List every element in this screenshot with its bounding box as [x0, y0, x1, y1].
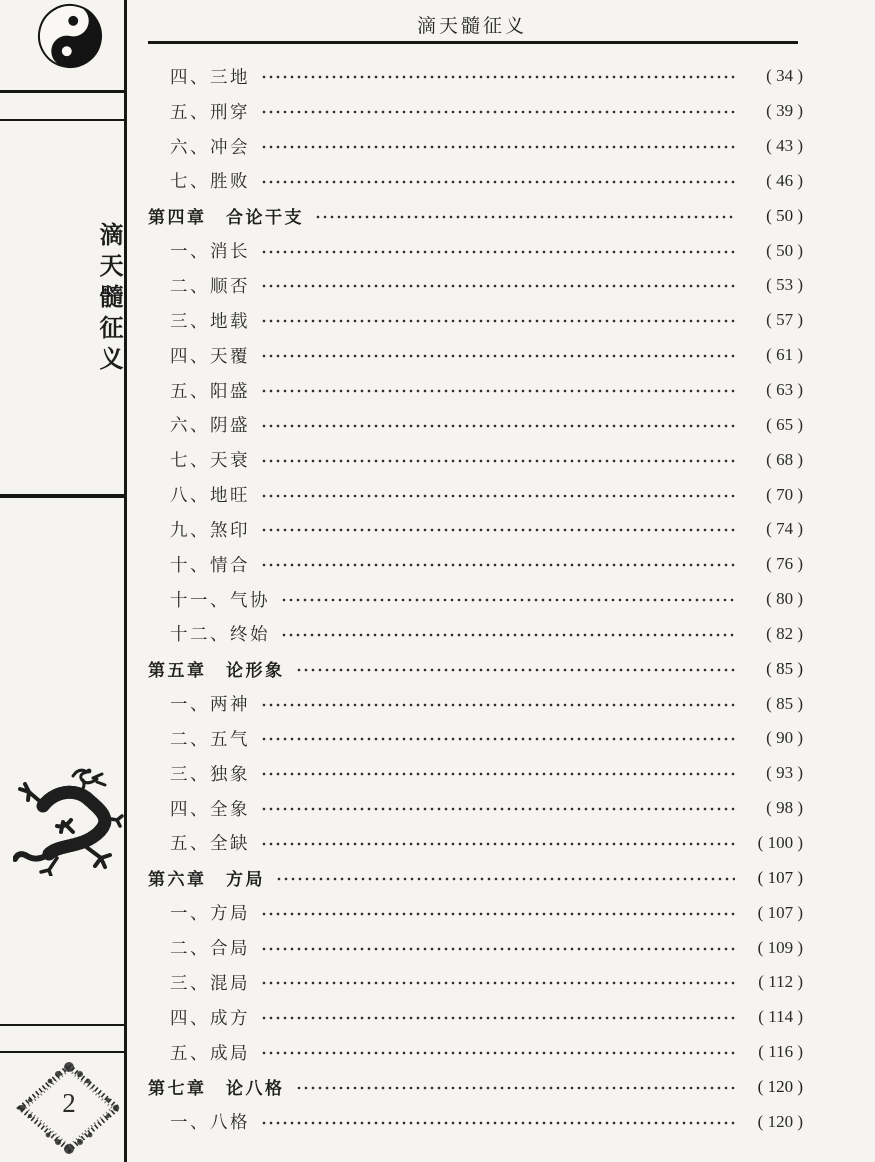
toc-entry-page: ( 82 ) [766, 623, 803, 643]
dot-leader [282, 633, 735, 637]
toc-entry-label: 二、顺否 [170, 275, 250, 296]
toc-entry-page: ( 74 ) [766, 519, 803, 539]
toc-entry [148, 442, 803, 477]
toc-entry-page: ( 100 ) [757, 832, 803, 852]
toc-entry [148, 721, 803, 756]
toc-entry-page: ( 50 ) [766, 205, 803, 225]
dot-leader [262, 842, 735, 846]
dot-leader [277, 877, 735, 881]
floral-diamond-ornament [14, 1060, 124, 1156]
toc-entry [148, 94, 803, 129]
dot-leader [262, 494, 735, 498]
toc-entry-label: 四、成方 [170, 1007, 250, 1028]
toc-entry-page: ( 70 ) [766, 484, 803, 504]
toc-entry [148, 1000, 803, 1035]
toc-entry-label: 十、情合 [170, 554, 250, 575]
toc-entry-page: ( 93 ) [766, 763, 803, 783]
toc-entry-page: ( 120 ) [757, 1076, 803, 1096]
toc-entry-label: 第六章 方局 [148, 870, 265, 890]
dot-leader [262, 807, 735, 811]
toc-entry-label: 五、成局 [170, 1042, 250, 1063]
toc-entry [148, 791, 803, 826]
toc-entry [148, 547, 803, 582]
dot-leader [262, 284, 735, 288]
toc-entry-label: 三、地载 [170, 310, 250, 331]
dot-leader [282, 598, 735, 602]
toc-entry [148, 338, 803, 373]
toc-entry-label: 十二、终始 [170, 624, 270, 645]
toc-entry-page: ( 112 ) [758, 972, 803, 992]
dot-leader [262, 947, 735, 951]
toc-entry-page: ( 107 ) [757, 902, 803, 922]
toc-entry [148, 477, 803, 512]
toc-entry-label: 第七章 论八格 [148, 1079, 285, 1099]
toc-entry-label: 八、地旺 [170, 485, 250, 506]
sidebar-rule-top-thin [0, 119, 126, 121]
toc-entry-label: 第四章 合论干支 [148, 208, 304, 228]
toc-entry-page: ( 90 ) [766, 728, 803, 748]
toc-entry-label: 一、方局 [170, 903, 250, 924]
toc-entry-label: 六、阴盛 [170, 415, 250, 436]
sidebar [0, 0, 126, 1162]
toc-entry [148, 233, 803, 268]
yin-yang-icon [31, 0, 109, 75]
toc-entry [148, 1035, 803, 1070]
running-header-title: 滴天髓征义 [416, 16, 527, 37]
toc-entry-page: ( 50 ) [766, 240, 803, 260]
toc-entry [148, 582, 803, 617]
toc-entry [148, 686, 803, 721]
sidebar-divider-line [124, 0, 127, 1162]
dot-leader [262, 354, 735, 358]
toc-entry-page: ( 85 ) [766, 693, 803, 713]
toc-entry-page: ( 53 ) [766, 275, 803, 295]
toc-entry-page: ( 61 ) [766, 345, 803, 365]
toc-entry-page: ( 116 ) [758, 1042, 803, 1062]
toc-entry-page: ( 46 ) [766, 170, 803, 190]
toc-entry [148, 860, 803, 895]
toc-entry-page: ( 43 ) [766, 136, 803, 156]
toc-entry [148, 1104, 803, 1139]
book-title-vertical: 滴天髓征义 [95, 221, 121, 377]
toc-entry-page: ( 107 ) [757, 867, 803, 887]
toc-entry [148, 965, 803, 1000]
toc-entry [148, 930, 803, 965]
toc-entry [148, 826, 803, 861]
toc-entry-label: 四、天覆 [170, 345, 250, 366]
dot-leader [262, 1121, 735, 1125]
dot-leader [262, 912, 735, 916]
toc-entry [148, 1069, 803, 1104]
toc-entry-label: 第五章 论形象 [148, 661, 285, 681]
toc-entry-page: ( 85 ) [766, 658, 803, 678]
toc-entry-label: 九、煞印 [170, 519, 250, 540]
toc-entry [148, 198, 803, 233]
sidebar-rule-top-thick [0, 90, 126, 93]
toc-entry-label: 五、刑穿 [170, 101, 250, 122]
toc-entry [148, 303, 803, 338]
toc-entry-label: 三、独象 [170, 763, 250, 784]
dot-leader [262, 250, 735, 254]
sidebar-rule-bottom-2 [0, 1051, 126, 1053]
toc-entry [148, 756, 803, 791]
toc-entry [148, 407, 803, 442]
toc-entry-page: ( 65 ) [766, 414, 803, 434]
dot-leader [262, 424, 735, 428]
toc-entry-page: ( 34 ) [766, 66, 803, 86]
toc-entry [148, 59, 803, 94]
toc-entry-page: ( 68 ) [766, 449, 803, 469]
dot-leader [262, 981, 735, 985]
folio-page-number: 2 [62, 1088, 76, 1118]
dot-leader [262, 1051, 735, 1055]
toc-entry-page: ( 109 ) [757, 937, 803, 957]
toc-entry-label: 七、胜败 [170, 171, 250, 192]
dot-leader [262, 772, 735, 776]
toc-entry-label: 十一、气协 [170, 589, 270, 610]
dragon-woodcut-icon [13, 762, 125, 876]
toc-entry-label: 一、两神 [170, 694, 250, 715]
toc-entry [148, 617, 803, 652]
toc-entry-label: 五、阳盛 [170, 380, 250, 401]
sidebar-rule-bottom-1 [0, 1024, 126, 1026]
toc-entry [148, 268, 803, 303]
header-rule [148, 41, 798, 44]
toc-entry-page: ( 76 ) [766, 554, 803, 574]
toc-entry-label: 二、五气 [170, 728, 250, 749]
dot-leader [262, 528, 735, 532]
dot-leader [297, 668, 736, 672]
toc-entry [148, 651, 803, 686]
dot-leader [297, 1086, 736, 1090]
dot-leader [262, 180, 735, 184]
toc-entry [148, 164, 803, 199]
toc-entry-page: ( 80 ) [766, 589, 803, 609]
sidebar-rule-middle [0, 494, 126, 498]
dot-leader [262, 319, 735, 323]
dot-leader [262, 110, 735, 114]
dot-leader [262, 145, 735, 149]
toc-entry-page: ( 57 ) [766, 310, 803, 330]
toc-entry-page: ( 114 ) [758, 1007, 803, 1027]
toc-entry-label: 一、消长 [170, 241, 250, 262]
toc-entry [148, 373, 803, 408]
toc-entry [148, 512, 803, 547]
toc-entry-label: 一、八格 [170, 1112, 250, 1133]
toc-entry-label: 二、合局 [170, 938, 250, 959]
toc-entry-page: ( 63 ) [766, 380, 803, 400]
dot-leader [262, 563, 735, 567]
dot-leader [262, 737, 735, 741]
toc-entry-label: 四、三地 [170, 66, 250, 87]
toc-entry-page: ( 120 ) [757, 1111, 803, 1131]
toc-entry-page: ( 39 ) [766, 101, 803, 121]
dot-leader [262, 703, 735, 707]
dot-leader [262, 1016, 735, 1020]
toc-entry [148, 129, 803, 164]
toc-entry-label: 六、冲会 [170, 136, 250, 157]
toc-entry-label: 七、天衰 [170, 450, 250, 471]
toc-entry-label: 五、全缺 [170, 833, 250, 854]
toc-page-content [128, 0, 875, 1162]
dot-leader [262, 459, 735, 463]
toc-list [148, 59, 803, 1139]
toc-entry [148, 895, 803, 930]
dot-leader [262, 389, 735, 393]
toc-entry-label: 三、混局 [170, 972, 250, 993]
toc-entry-label: 四、全象 [170, 798, 250, 819]
toc-entry-page: ( 98 ) [766, 798, 803, 818]
dot-leader [316, 215, 735, 219]
dot-leader [262, 75, 735, 79]
